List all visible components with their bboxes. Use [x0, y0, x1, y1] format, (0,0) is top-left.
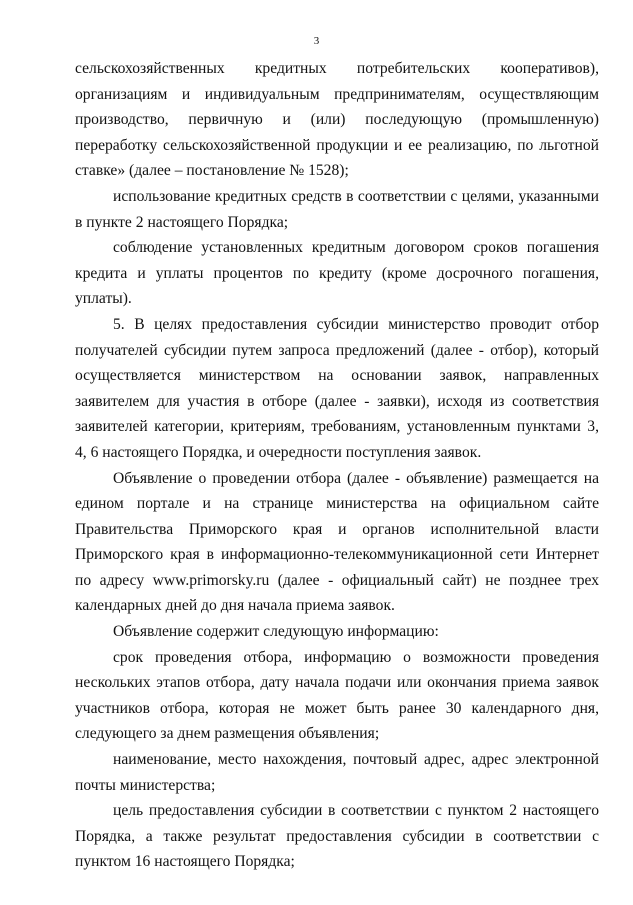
paragraph: цель предоставления субсидии в соответствии с пунктом 2 настоящего Порядка, а также результат предоставления субсидии в соответствии с пунктом 16 настоящего Порядка; — [75, 802, 599, 871]
paragraph-clause-5: 5. В целях предоставления субсидии министерство проводит отбор получателей субсидии путем запроса предложений (далее - отбор), который осуществляется министерством на основании заявок, направленных заявителем для участия в отборе (далее - заявки), исходя из соответствия заявителей категории, критериям, требованиям, установленным пунктами 3, 4, 6 настоящего Порядка, и очередности поступления заявок. — [75, 315, 599, 461]
paragraph: Объявление о проведении отбора (далее - объявление) размещается на едином портале и на странице министерства на официальном сайте Правительства Приморского края и органов исполнительной власти Приморского края в информационно-телекоммуникационной сети Интернет по адресу www.primorsky.ru (далее - официальный сайт) не позднее трех календарных дней до дня начала приема заявок. — [75, 469, 599, 615]
paragraph: соблюдение установленных кредитным договором сроков погашения кредита и уплаты процентов по кредиту (кроме досрочного погашения, уплаты). — [75, 239, 599, 308]
document-body — [75, 56, 599, 875]
paragraph: срок проведения отбора, информацию о возможности проведения нескольких этапов отбора, дату начала подачи или окончания приема заявок участников отбора, которая не может быть ранее 30 календарного дня, следующего за днем размещения объявления; — [75, 648, 599, 743]
page-number: 3 — [313, 35, 320, 47]
paragraph: Объявление содержит следующую информацию: — [113, 623, 439, 641]
paragraph: наименование, место нахождения, почтовый адрес, адрес электронной почты министерства; — [75, 751, 599, 794]
paragraph: использование кредитных средств в соответствии с целями, указанными в пункте 2 настоящего Порядка; — [75, 187, 599, 231]
paragraph-continuation: сельскохозяйственных кредитных потребительских кооперативов), организациям и индивидуальным предпринимателям, осуществляющим производство, первичную и (или) последующую (промышленную) переработку сельскохозяйственной продукции и ее реализацию, по льготной ставке» (далее – постановление № 1528); — [75, 60, 599, 180]
